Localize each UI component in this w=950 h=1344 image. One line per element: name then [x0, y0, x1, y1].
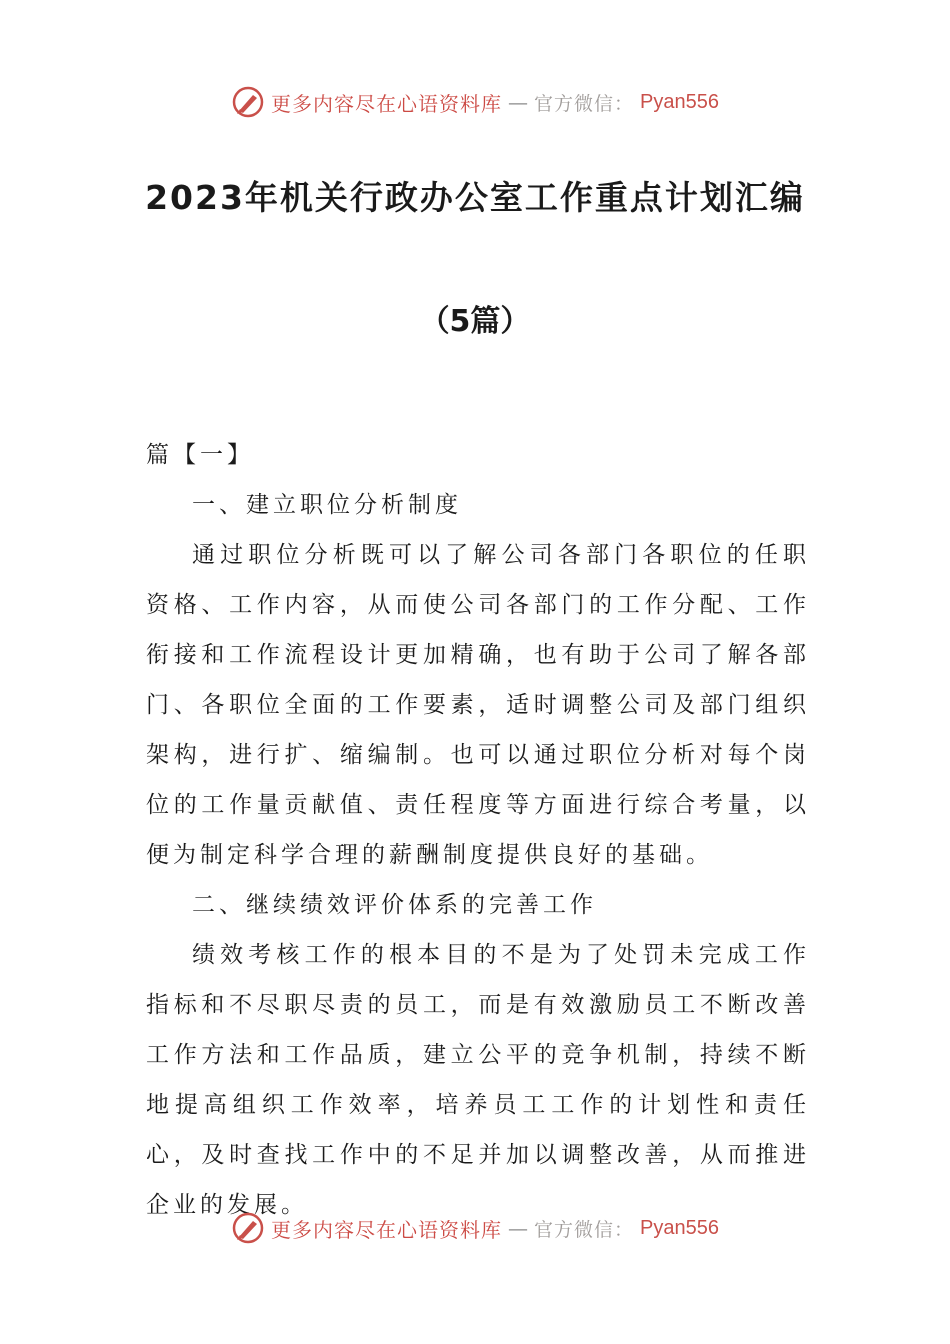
document-title: 2023年机关行政办公室工作重点计划汇编	[145, 178, 805, 217]
banner-separator: —	[508, 1216, 528, 1240]
footer-banner	[0, 1208, 950, 1248]
banner-brand: 更多内容尽在心语资料库	[271, 1217, 502, 1242]
banner-official-label: 官方微信：	[534, 1218, 635, 1241]
banner-brand: 更多内容尽在心语资料库	[271, 91, 502, 116]
document-body	[146, 430, 810, 1230]
banner-account: Pyan556	[640, 90, 719, 113]
paragraph-2: 绩效考核工作的根本目的不是为了处罚未完成工作指标和不尽职尽责的员工，而是有效激励员工不断改善工作方法和工作品质，建立公平的竞争机制，持续不断地提高组织工作效率，培养员工工作的计划性和责任心，及时查找工作中的不足并加以调整改善，从而推进企业的发展。	[146, 942, 810, 1218]
header-banner	[0, 82, 950, 122]
banner-account: Pyan556	[640, 1216, 719, 1239]
document-subtitle: （5篇）	[419, 304, 531, 339]
pen-seal-icon	[231, 1211, 265, 1245]
banner-official-label: 官方微信：	[534, 92, 635, 115]
paragraph-1: 通过职位分析既可以了解公司各部门各职位的任职资格、工作内容，从而使公司各部门的工作分配、工作衔接和工作流程设计更加精确，也有助于公司了解各部门、各职位全面的工作要素，适时调整公司及部门组织架构，进行扩、缩编制。也可以通过职位分析对每个岗位的工作量贡献值、责任程度等方面进行综合考量，以便为制定科学合理的薪酬制度提供良好的基础。	[146, 542, 810, 868]
section-label: 篇【一】	[146, 442, 254, 468]
pen-seal-icon	[231, 85, 265, 119]
banner-separator: —	[508, 90, 528, 114]
heading-1: 一、建立职位分析制度	[192, 492, 462, 518]
heading-2: 二、继续绩效评价体系的完善工作	[192, 892, 597, 918]
